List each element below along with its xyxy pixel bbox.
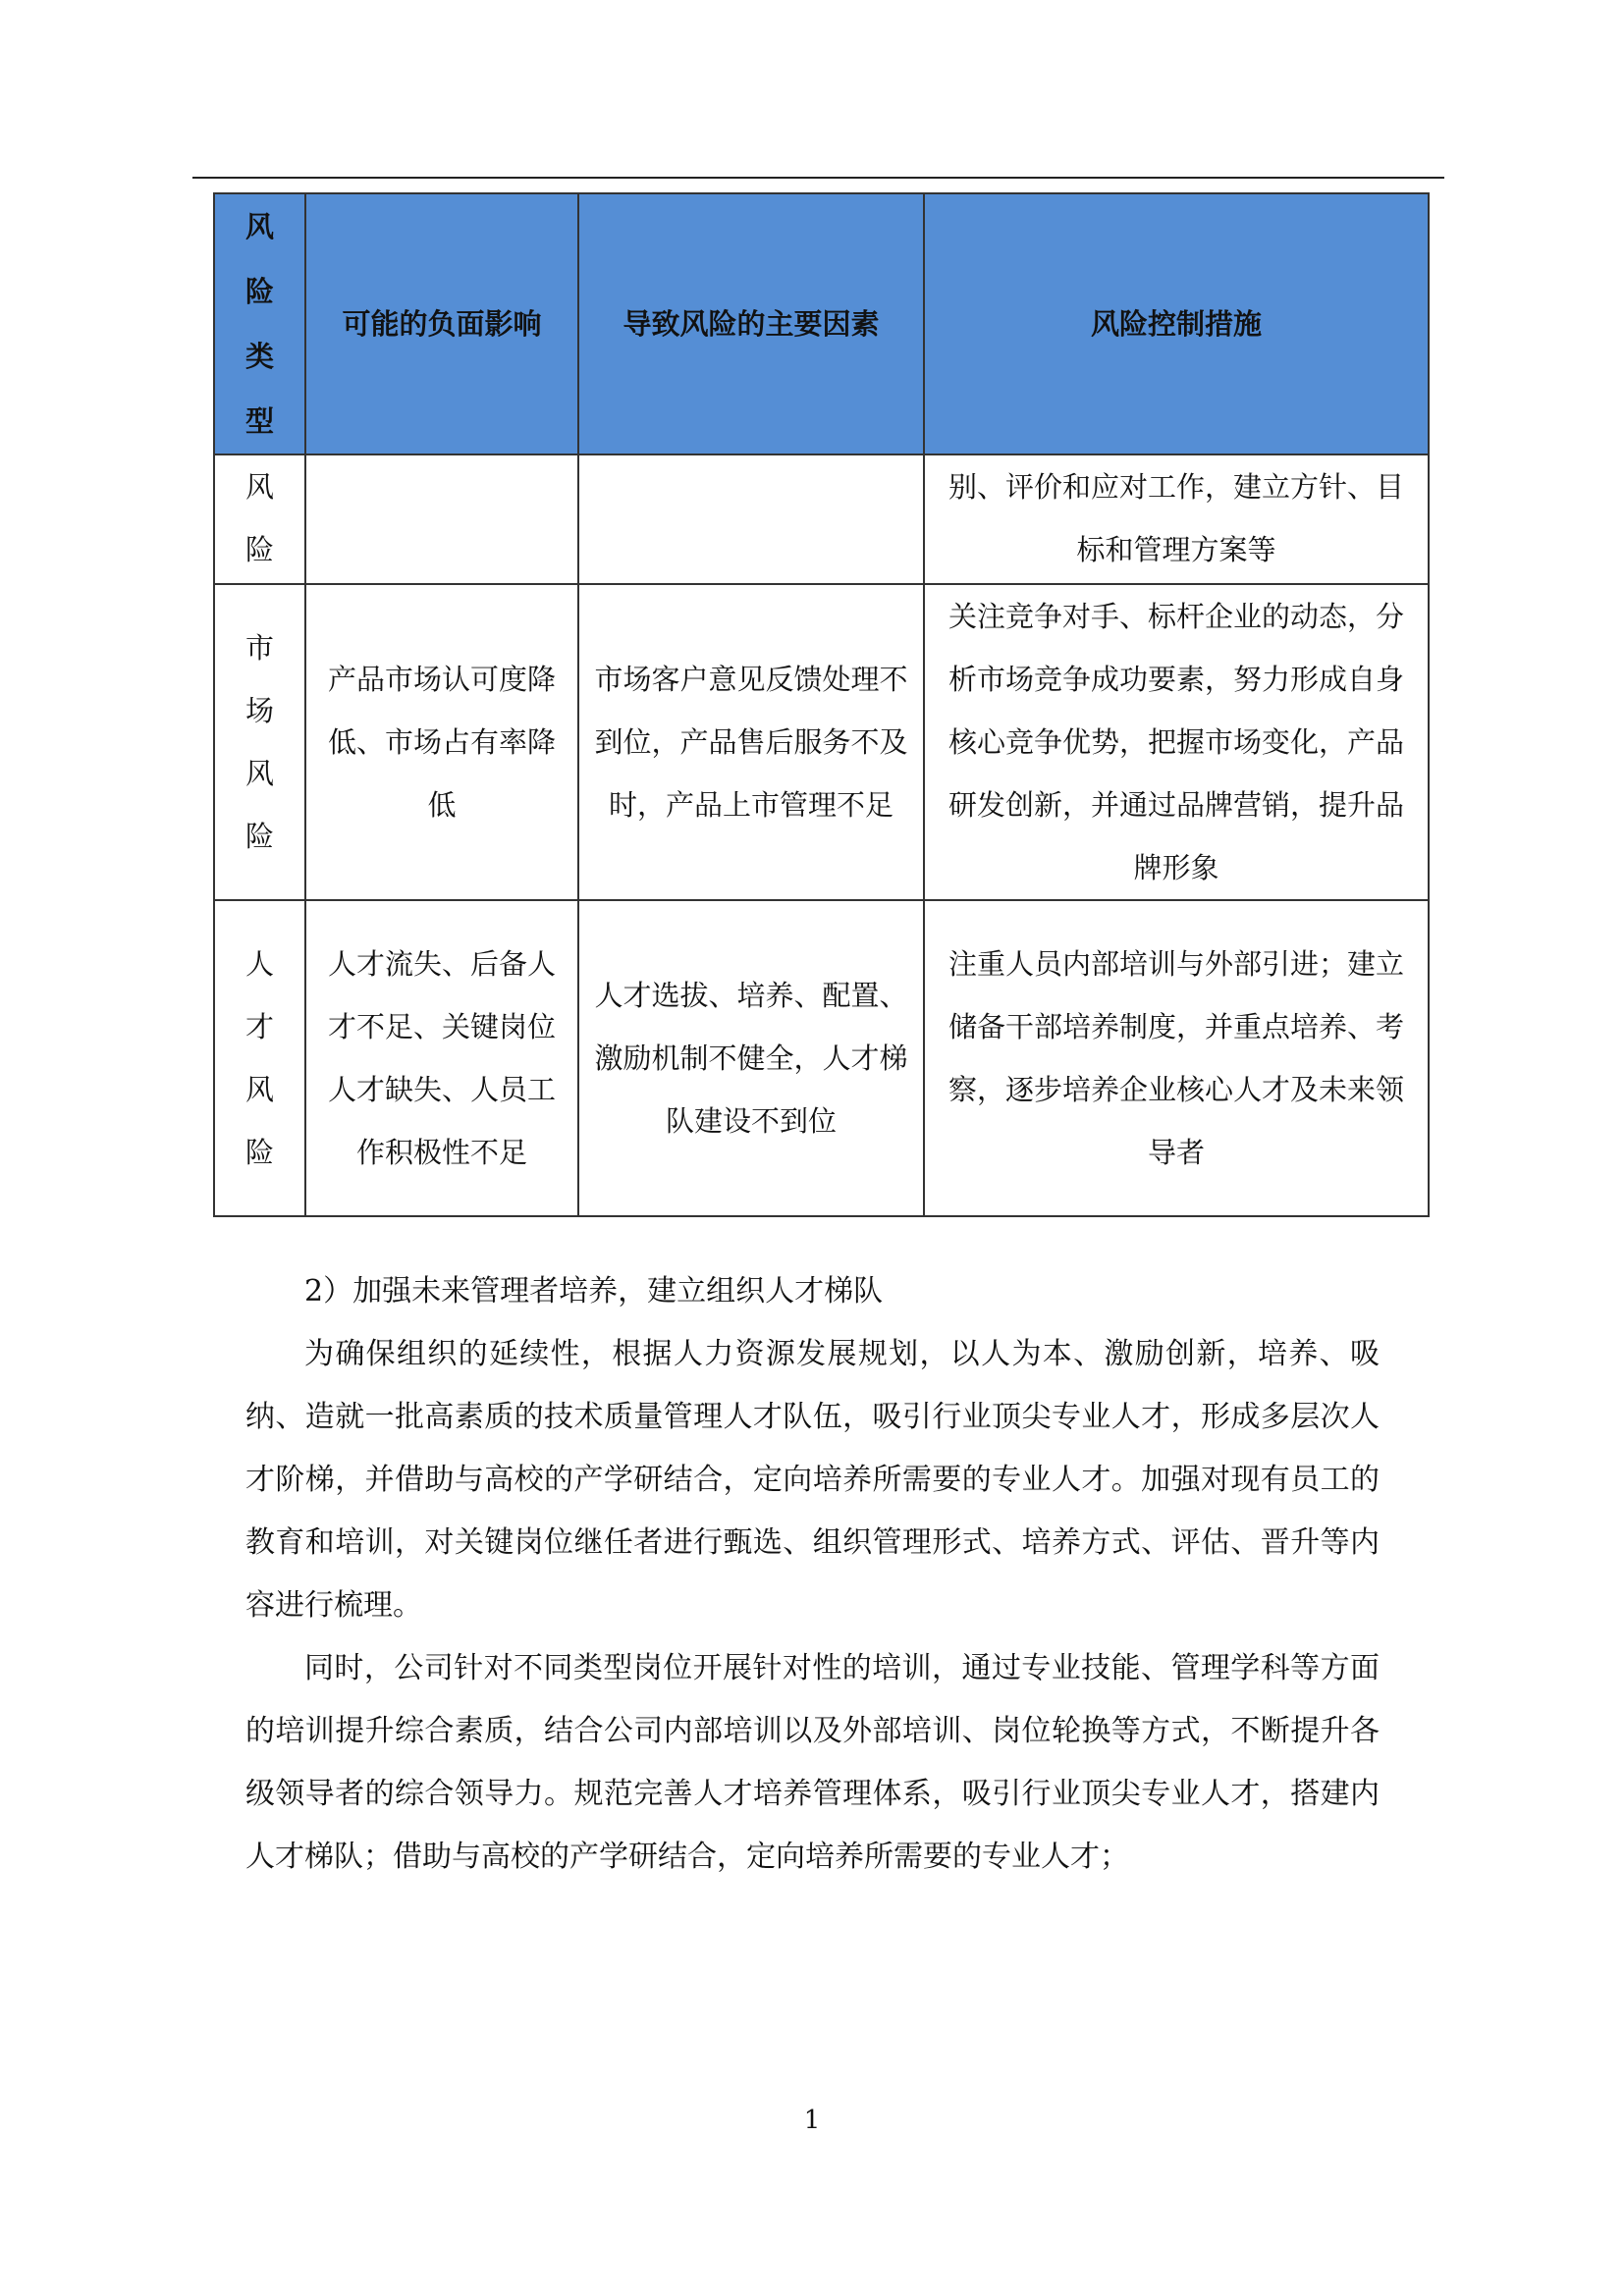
table-header-row: [214, 193, 1429, 454]
body-text: [245, 1260, 1380, 1889]
paragraph: 为确保组织的延续性，根据人力资源发展规划，以人为本、激励创新，培养、吸纳、造就一批高素质的技术质量管理人才队伍，吸引行业顶尖专业人才，形成多层次人才阶梯，并借助与高校的产学研结合，定向培养所需要的专业人才。加强对现有员工的教育和培训，对关键岗位继任者进行甄选、组织管理形式、培养方式、评估、晋升等内容进行梳理。: [245, 1337, 1380, 1623]
page-number: 1: [803, 2106, 821, 2135]
table-row: [214, 584, 1429, 900]
cell-impact: [305, 454, 578, 584]
paragraph: 同时，公司针对不同类型岗位开展针对性的培训，通过专业技能、管理学科等方面的培训提升综合素质，结合公司内部培训以及外部培训、岗位轮换等方式，不断提升各级领导者的综合领导力。规范完善人才培养管理体系，吸引行业顶尖专业人才，搭建内人才梯队；借助与高校的产学研结合，定向培养所需要的专业人才；: [245, 1651, 1380, 1874]
section-heading: 2）加强未来管理者培养，建立组织人才梯队: [304, 1274, 884, 1308]
cell-risk-type: 风险: [214, 454, 305, 584]
header-measures: 风险控制措施: [924, 193, 1429, 454]
table-row: [214, 900, 1429, 1216]
cell-risk-type: 市场风险: [214, 584, 305, 900]
risk-table: [213, 192, 1430, 1217]
header-impact: 可能的负面影响: [305, 193, 578, 454]
cell-factors: 市场客户意见反馈处理不到位，产品售后服务不及时，产品上市管理不足: [578, 584, 924, 900]
header-risk-type: 风险类型: [214, 193, 305, 454]
cell-measures: 别、评价和应对工作，建立方针、目标和管理方案等: [924, 454, 1429, 584]
cell-factors: [578, 454, 924, 584]
header-rule: [192, 177, 1444, 179]
cell-measures: 关注竞争对手、标杆企业的动态，分析市场竞争成功要素，努力形成自身核心竞争优势，把握市场变化，产品研发创新，并通过品牌营销，提升品牌形象: [924, 584, 1429, 900]
cell-risk-type: 人才风险: [214, 900, 305, 1216]
cell-measures: 注重人员内部培训与外部引进；建立储备干部培养制度，并重点培养、考察，逐步培养企业核心人才及未来领导者: [924, 900, 1429, 1216]
cell-impact: 产品市场认可度降低、市场占有率降低: [305, 584, 578, 900]
table-row: [214, 454, 1429, 584]
cell-impact: 人才流失、后备人才不足、关键岗位人才缺失、人员工作积极性不足: [305, 900, 578, 1216]
header-factors: 导致风险的主要因素: [578, 193, 924, 454]
cell-factors: 人才选拔、培养、配置、激励机制不健全，人才梯队建设不到位: [578, 900, 924, 1216]
